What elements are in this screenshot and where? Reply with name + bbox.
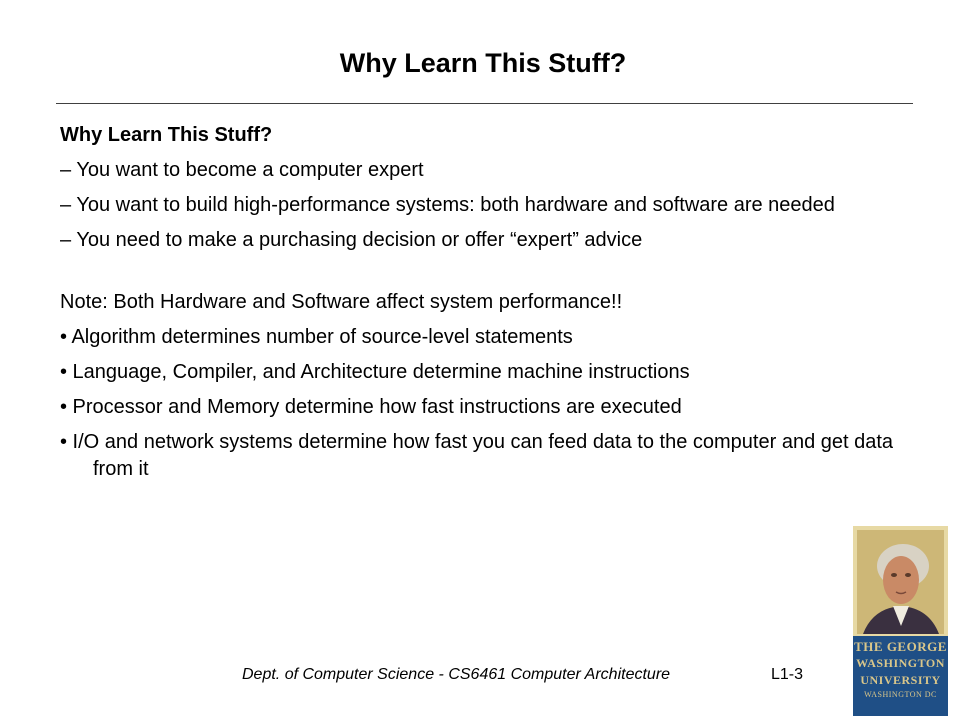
reason-item: – You want to become a computer expert [60, 159, 424, 181]
logo-text: THE GEORGE [854, 639, 947, 654]
footer-course-text: Dept. of Computer Science - CS6461 Computer Architecture [242, 666, 671, 683]
logo-text: WASHINGTON [856, 656, 945, 670]
logo-text: WASHINGTON DC [864, 690, 937, 699]
body-heading: Why Learn This Stuff? [60, 124, 273, 146]
logo-text: UNIVERSITY [860, 673, 941, 687]
reason-item: – You need to make a purchasing decision or offer “expert” advice [60, 229, 643, 251]
university-logo [853, 526, 948, 716]
bullet-item: • I/O and network systems determine how fast you can feed data to the computer and get data from it [60, 431, 894, 480]
title-divider [56, 103, 913, 104]
slide-body [60, 122, 910, 483]
bullet-item: • Algorithm determines number of source-level statements [60, 326, 573, 348]
bullet-item: • Language, Compiler, and Architecture determine machine instructions [60, 361, 690, 383]
slide-title: Why Learn This Stuff? [339, 48, 627, 78]
reason-item: – You want to build high-performance systems: both hardware and software are needed [60, 194, 835, 216]
bullet-item: • Processor and Memory determine how fast instructions are executed [60, 396, 682, 418]
slide-number: L1-3 [771, 666, 804, 683]
performance-note: Note: Both Hardware and Software affect system performance!! [60, 291, 623, 313]
